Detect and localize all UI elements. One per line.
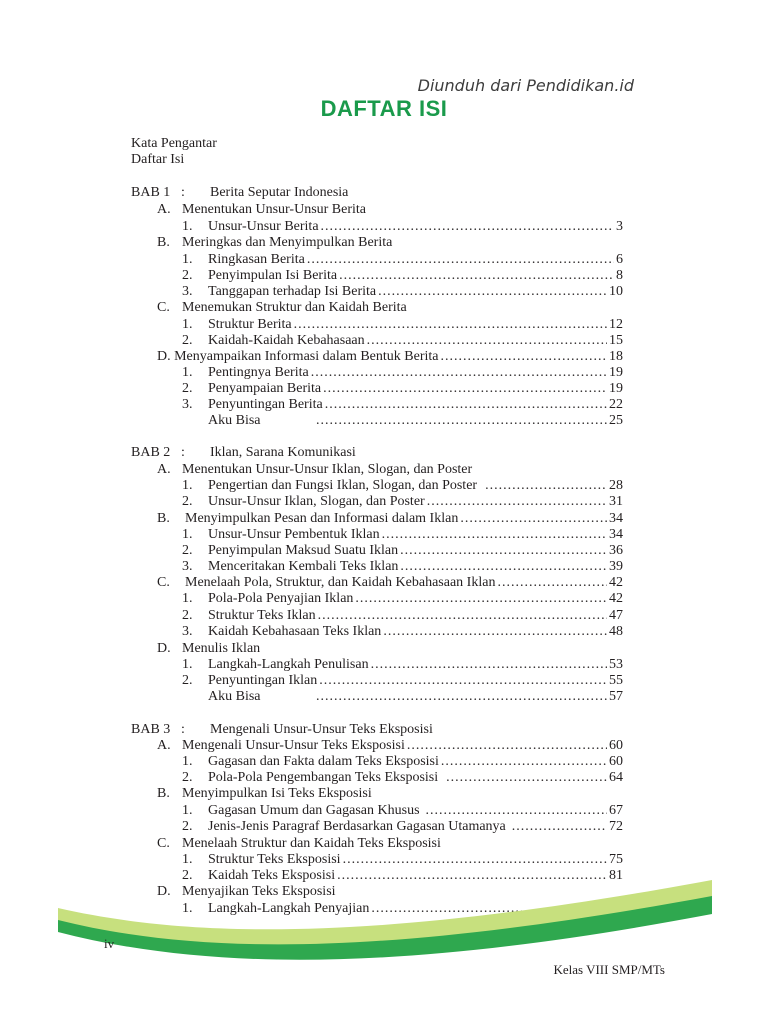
toc-entry[interactable]: 2. Struktur Teks Iklan ..... 47 [182, 607, 623, 624]
toc-entry[interactable]: 2. Unsur-Unsur Iklan, Slogan, dan Poster ..... 31 [182, 493, 623, 510]
toc-entry[interactable]: 1. Pola-Pola Penyajian Iklan ..... 42 [182, 590, 623, 607]
toc-entry[interactable]: 2. Jenis-Jenis Paragraf Berdasarkan Gagasan Utamanya ..... 72 [182, 818, 623, 835]
toc-entry[interactable]: 3. Menceritakan Kembali Teks Iklan ..... 39 [182, 558, 623, 575]
toc-entry[interactable]: 2. Pola-Pola Pengembangan Teks Eksposisi ..... 64 [182, 769, 623, 786]
toc-entry[interactable]: 1. Gagasan dan Fakta dalam Teks Eksposisi ..... 60 [182, 753, 623, 770]
class-label: Kelas VIII SMP/MTs [553, 962, 665, 977]
watermark: Diunduh dari Pendidikan.id [417, 76, 634, 95]
toc-entry-aku-bisa[interactable]: Aku Bisa ..... 57 [208, 688, 623, 705]
toc-entry[interactable]: 1. Struktur Teks Eksposisi ..... 75 [182, 851, 623, 868]
toc-entry[interactable]: B. Menyimpulkan Pesan dan Informasi dalam Iklan ..... 34 [157, 510, 623, 527]
toc-entry[interactable]: 1. Ringkasan Berita ..... 6 [182, 251, 623, 268]
page-number: iv [104, 936, 115, 951]
toc-entry[interactable]: 2. Kaidah Teks Eksposisi ..... 81 [182, 867, 623, 884]
toc-kata-pengantar: Kata Pengantar [131, 136, 217, 151]
toc-entry[interactable]: C. Menelaah Pola, Struktur, dan Kaidah Kebahasaan Iklan ..... 42 [157, 574, 623, 591]
toc-entry[interactable]: 2. Kaidah-Kaidah Kebahasaan ..... 15 [182, 332, 623, 349]
toc-entry[interactable]: 1. Langkah-Langkah Penyajian ..... [182, 900, 623, 917]
toc-entry[interactable]: 1. Pentingnya Berita ..... 19 [182, 364, 623, 381]
toc-entry[interactable]: A. Mengenali Unsur-Unsur Teks Eksposisi ..... 60 [157, 737, 623, 754]
toc-entry[interactable]: 2. Penyimpulan Maksud Suatu Iklan ..... 36 [182, 542, 623, 559]
toc-daftar-isi: Daftar Isi [131, 152, 185, 167]
toc-entry[interactable]: 1. Pengertian dan Fungsi Iklan, Slogan, dan Poster ..... 28 [182, 477, 623, 494]
toc-entry[interactable]: 1. Gagasan Umum dan Gagasan Khusus ..... 67 [182, 802, 623, 819]
page-title: DAFTAR ISI [320, 96, 448, 121]
toc-entry[interactable]: D. Menyampaikan Informasi dalam Bentuk Berita ..... 18 [157, 348, 623, 365]
toc-entry[interactable]: 2. Penyuntingan Iklan ..... 55 [182, 672, 623, 689]
toc-entry[interactable]: 3. Kaidah Kebahasaan Teks Iklan ..... 48 [182, 623, 623, 640]
toc-entry[interactable]: 2. Penyimpulan Isi Berita ..... 8 [182, 267, 623, 284]
toc-entry-aku-bisa[interactable]: Aku Bisa ..... 25 [208, 412, 623, 429]
toc-entry[interactable]: 1. Langkah-Langkah Penulisan ..... 53 [182, 656, 623, 673]
toc-entry[interactable]: 1. Struktur Berita ..... 12 [182, 316, 623, 333]
toc-entry[interactable]: 3. Tanggapan terhadap Isi Berita ..... 10 [182, 283, 623, 300]
toc-entry[interactable]: 2. Penyampaian Berita ..... 19 [182, 380, 623, 397]
toc-entry[interactable]: 1. Unsur-Unsur Berita ..... 3 [182, 218, 623, 235]
toc-entry[interactable]: 1. Unsur-Unsur Pembentuk Iklan ..... 34 [182, 526, 623, 543]
toc-entry[interactable]: 3. Penyuntingan Berita ..... 22 [182, 396, 623, 413]
